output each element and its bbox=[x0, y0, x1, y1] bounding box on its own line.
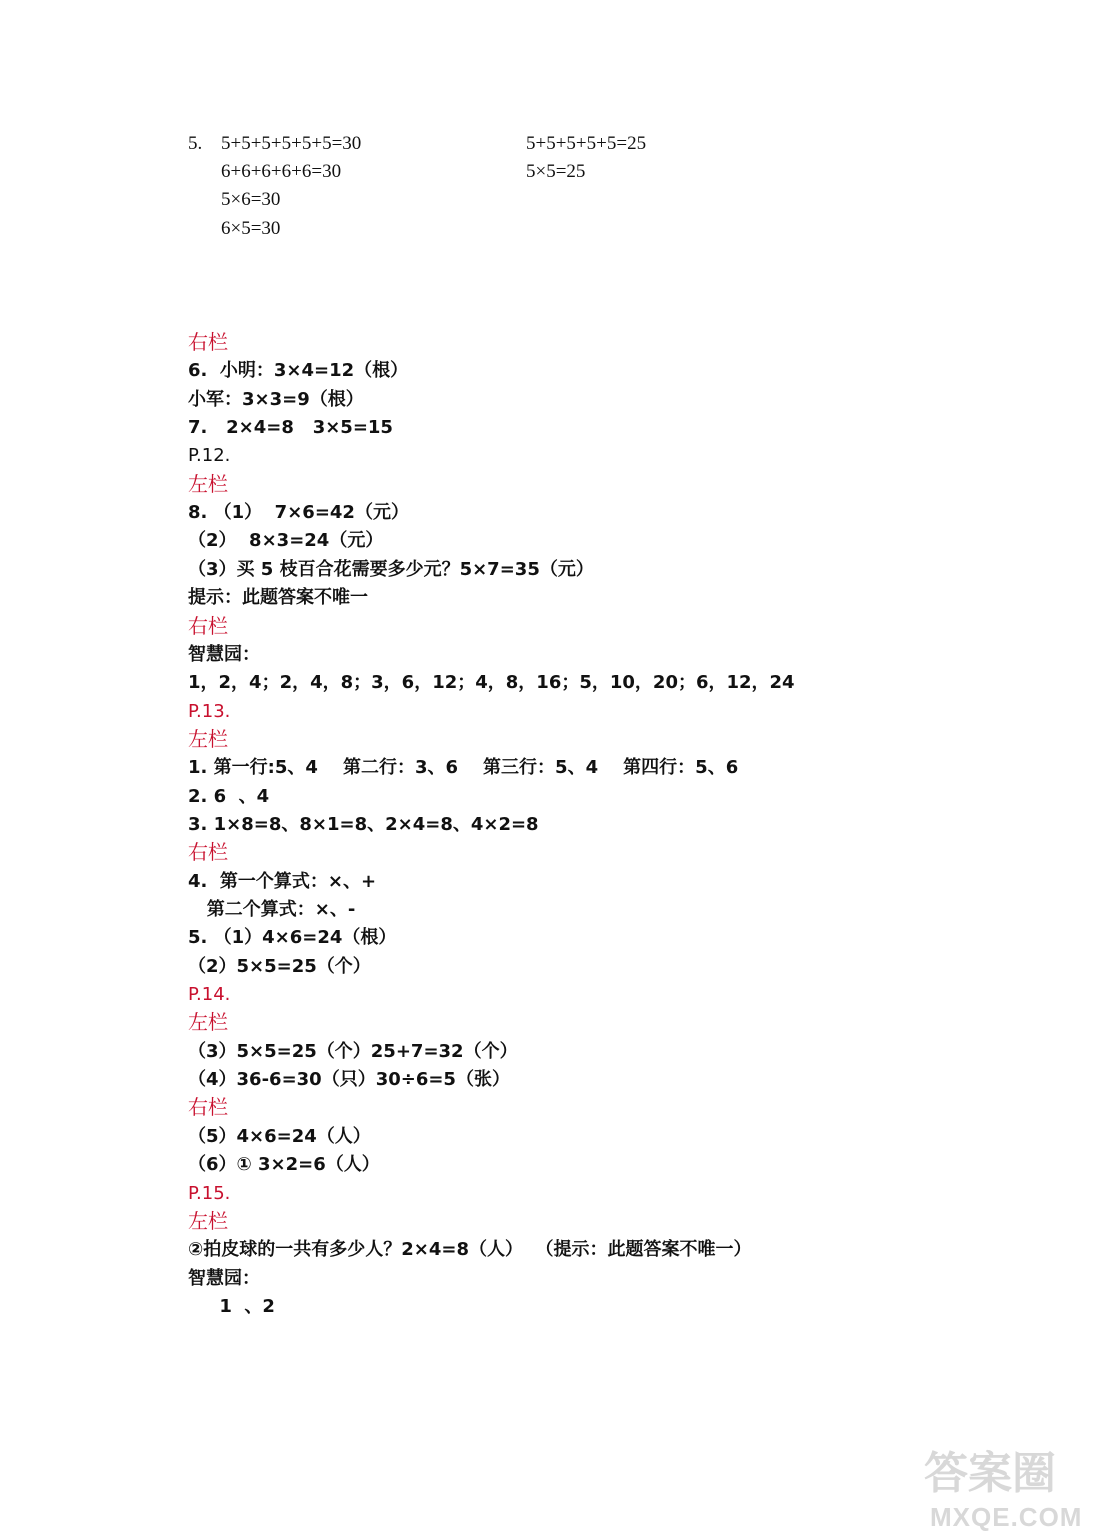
answer-line: 小军：3×3=9（根） bbox=[188, 389, 364, 410]
section5-right-line-1: 5+5+5+5+5=25 bbox=[526, 133, 647, 154]
answer-line: （2） 8×3=24（元） bbox=[188, 530, 384, 551]
answer-line: 第二个算式：×、- bbox=[188, 899, 356, 920]
answer-line: 8. （1） 7×6=42（元） bbox=[188, 502, 409, 523]
column-heading: 右栏 bbox=[188, 332, 228, 354]
column-heading: 左栏 bbox=[188, 729, 228, 751]
answer-line: 2. 6 、4 bbox=[188, 786, 270, 807]
answer-line: 1，2，4；2，4，8；3，6，12；4，8，16；5，10，20；6，12，24 bbox=[188, 672, 795, 693]
answer-line: 提示：此题答案不唯一 bbox=[188, 587, 368, 608]
answer-line: 智慧园： bbox=[188, 1268, 260, 1289]
answer-line: 6. 小明：3×4=12（根） bbox=[188, 360, 409, 381]
section5-right-line-2: 5×5=25 bbox=[526, 161, 586, 182]
answer-line: 1 、2 bbox=[188, 1296, 275, 1317]
answer-line: （4）36-6=30（只）30÷6=5（张） bbox=[188, 1069, 510, 1090]
answer-line: 智慧园： bbox=[188, 644, 260, 665]
watermark-logo bbox=[918, 1442, 1108, 1532]
answer-line: 7. 2×4=8 3×5=15 bbox=[188, 417, 393, 438]
column-heading: 右栏 bbox=[188, 1097, 228, 1119]
column-heading: 左栏 bbox=[188, 1012, 228, 1034]
answer-line: 3. 1×8=8、8×1=8、2×4=8、4×2=8 bbox=[188, 814, 539, 835]
section5-left-line-3: 5×6=30 bbox=[221, 189, 281, 210]
answer-line: ②拍皮球的一共有多少人？2×4=8（人） （提示：此题答案不唯一） bbox=[188, 1239, 752, 1260]
section5-left-line-4: 6×5=30 bbox=[221, 218, 281, 239]
answer-line: P.15. bbox=[188, 1183, 231, 1204]
answer-line: （2）5×5=25（个） bbox=[188, 956, 371, 977]
column-heading: 左栏 bbox=[188, 1211, 228, 1233]
answer-line: （5）4×6=24（人） bbox=[188, 1126, 371, 1147]
answer-line: 1. 第一行:5、4 第二行：3、6 第三行：5、4 第四行：5、6 bbox=[188, 757, 739, 778]
column-heading: 左栏 bbox=[188, 474, 228, 496]
answer-line: P.12. bbox=[188, 445, 231, 466]
column-heading: 右栏 bbox=[188, 616, 228, 638]
answer-line: 4. 第一个算式：×、+ bbox=[188, 871, 377, 892]
answer-line: （3）买 5 枝百合花需要多少元？5×7=35（元） bbox=[188, 559, 594, 580]
section5-number: 5. bbox=[188, 133, 203, 154]
answer-line: P.14. bbox=[188, 984, 231, 1005]
answer-line: （3）5×5=25（个）25+7=32（个） bbox=[188, 1041, 518, 1062]
answer-line: 5. （1）4×6=24（根） bbox=[188, 927, 397, 948]
watermark-url-text: MXQE.COM bbox=[930, 1502, 1083, 1532]
column-heading: 右栏 bbox=[188, 842, 228, 864]
section5-left-line-2: 6+6+6+6+6=30 bbox=[221, 161, 342, 182]
watermark-main-text: 答案圈 bbox=[924, 1449, 1056, 1498]
answer-line: （6）① 3×2=6（人） bbox=[188, 1154, 380, 1175]
answer-line: P.13. bbox=[188, 701, 231, 722]
section5-left-line-1: 5+5+5+5+5+5=30 bbox=[221, 133, 362, 154]
